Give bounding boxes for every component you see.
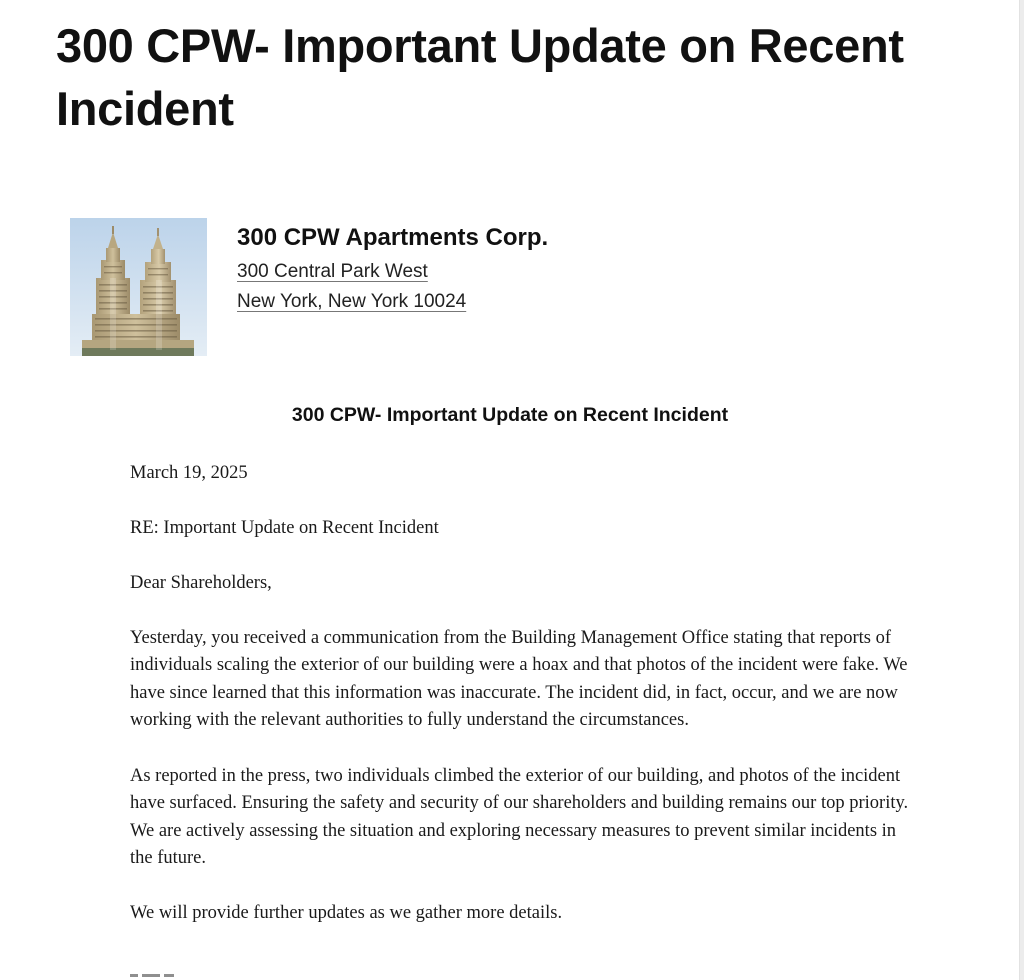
organization-name: 300 CPW Apartments Corp. bbox=[237, 224, 549, 251]
letter-paragraph-3: We will provide further updates as we gather more details. bbox=[130, 902, 563, 923]
page-headline: 300 CPW- Important Update on Recent Incident bbox=[56, 19, 904, 135]
building-logo-image bbox=[70, 218, 207, 356]
letter-title: 300 CPW- Important Update on Recent Incident bbox=[291, 404, 729, 426]
address-line-city[interactable]: New York, New York 10024 bbox=[237, 291, 467, 312]
letter-body bbox=[130, 460, 920, 927]
letter-paragraph-1: Yesterday, you received a communication from the Building Management Office stating that reports of individuals scaling the exterior of our building were a hoax and that photos of the incident were fake. We have since learned that this information was inaccurate. The incident did, in fact, occur, and we are now working with the relevant authorities to fully understand the circumstances. bbox=[130, 627, 908, 730]
letter-paragraph-2: As reported in the press, two individuals climbed the exterior of our building, and photos of the incident have surfaced. Ensuring the safety and security of our shareholders and building remains our top priority. We are actively assessing the situation and exploring necessary measures to prevent similar incidents in the future. bbox=[130, 765, 909, 868]
cut-off-text-fragment bbox=[130, 968, 190, 980]
address-line-street[interactable]: 300 Central Park West bbox=[237, 261, 428, 282]
letter-salutation: Dear Shareholders, bbox=[130, 573, 272, 593]
page-edge-divider bbox=[1019, 0, 1024, 980]
letter-re-line: RE: Important Update on Recent Incident bbox=[130, 517, 439, 538]
letter-date: March 19, 2025 bbox=[130, 463, 248, 483]
